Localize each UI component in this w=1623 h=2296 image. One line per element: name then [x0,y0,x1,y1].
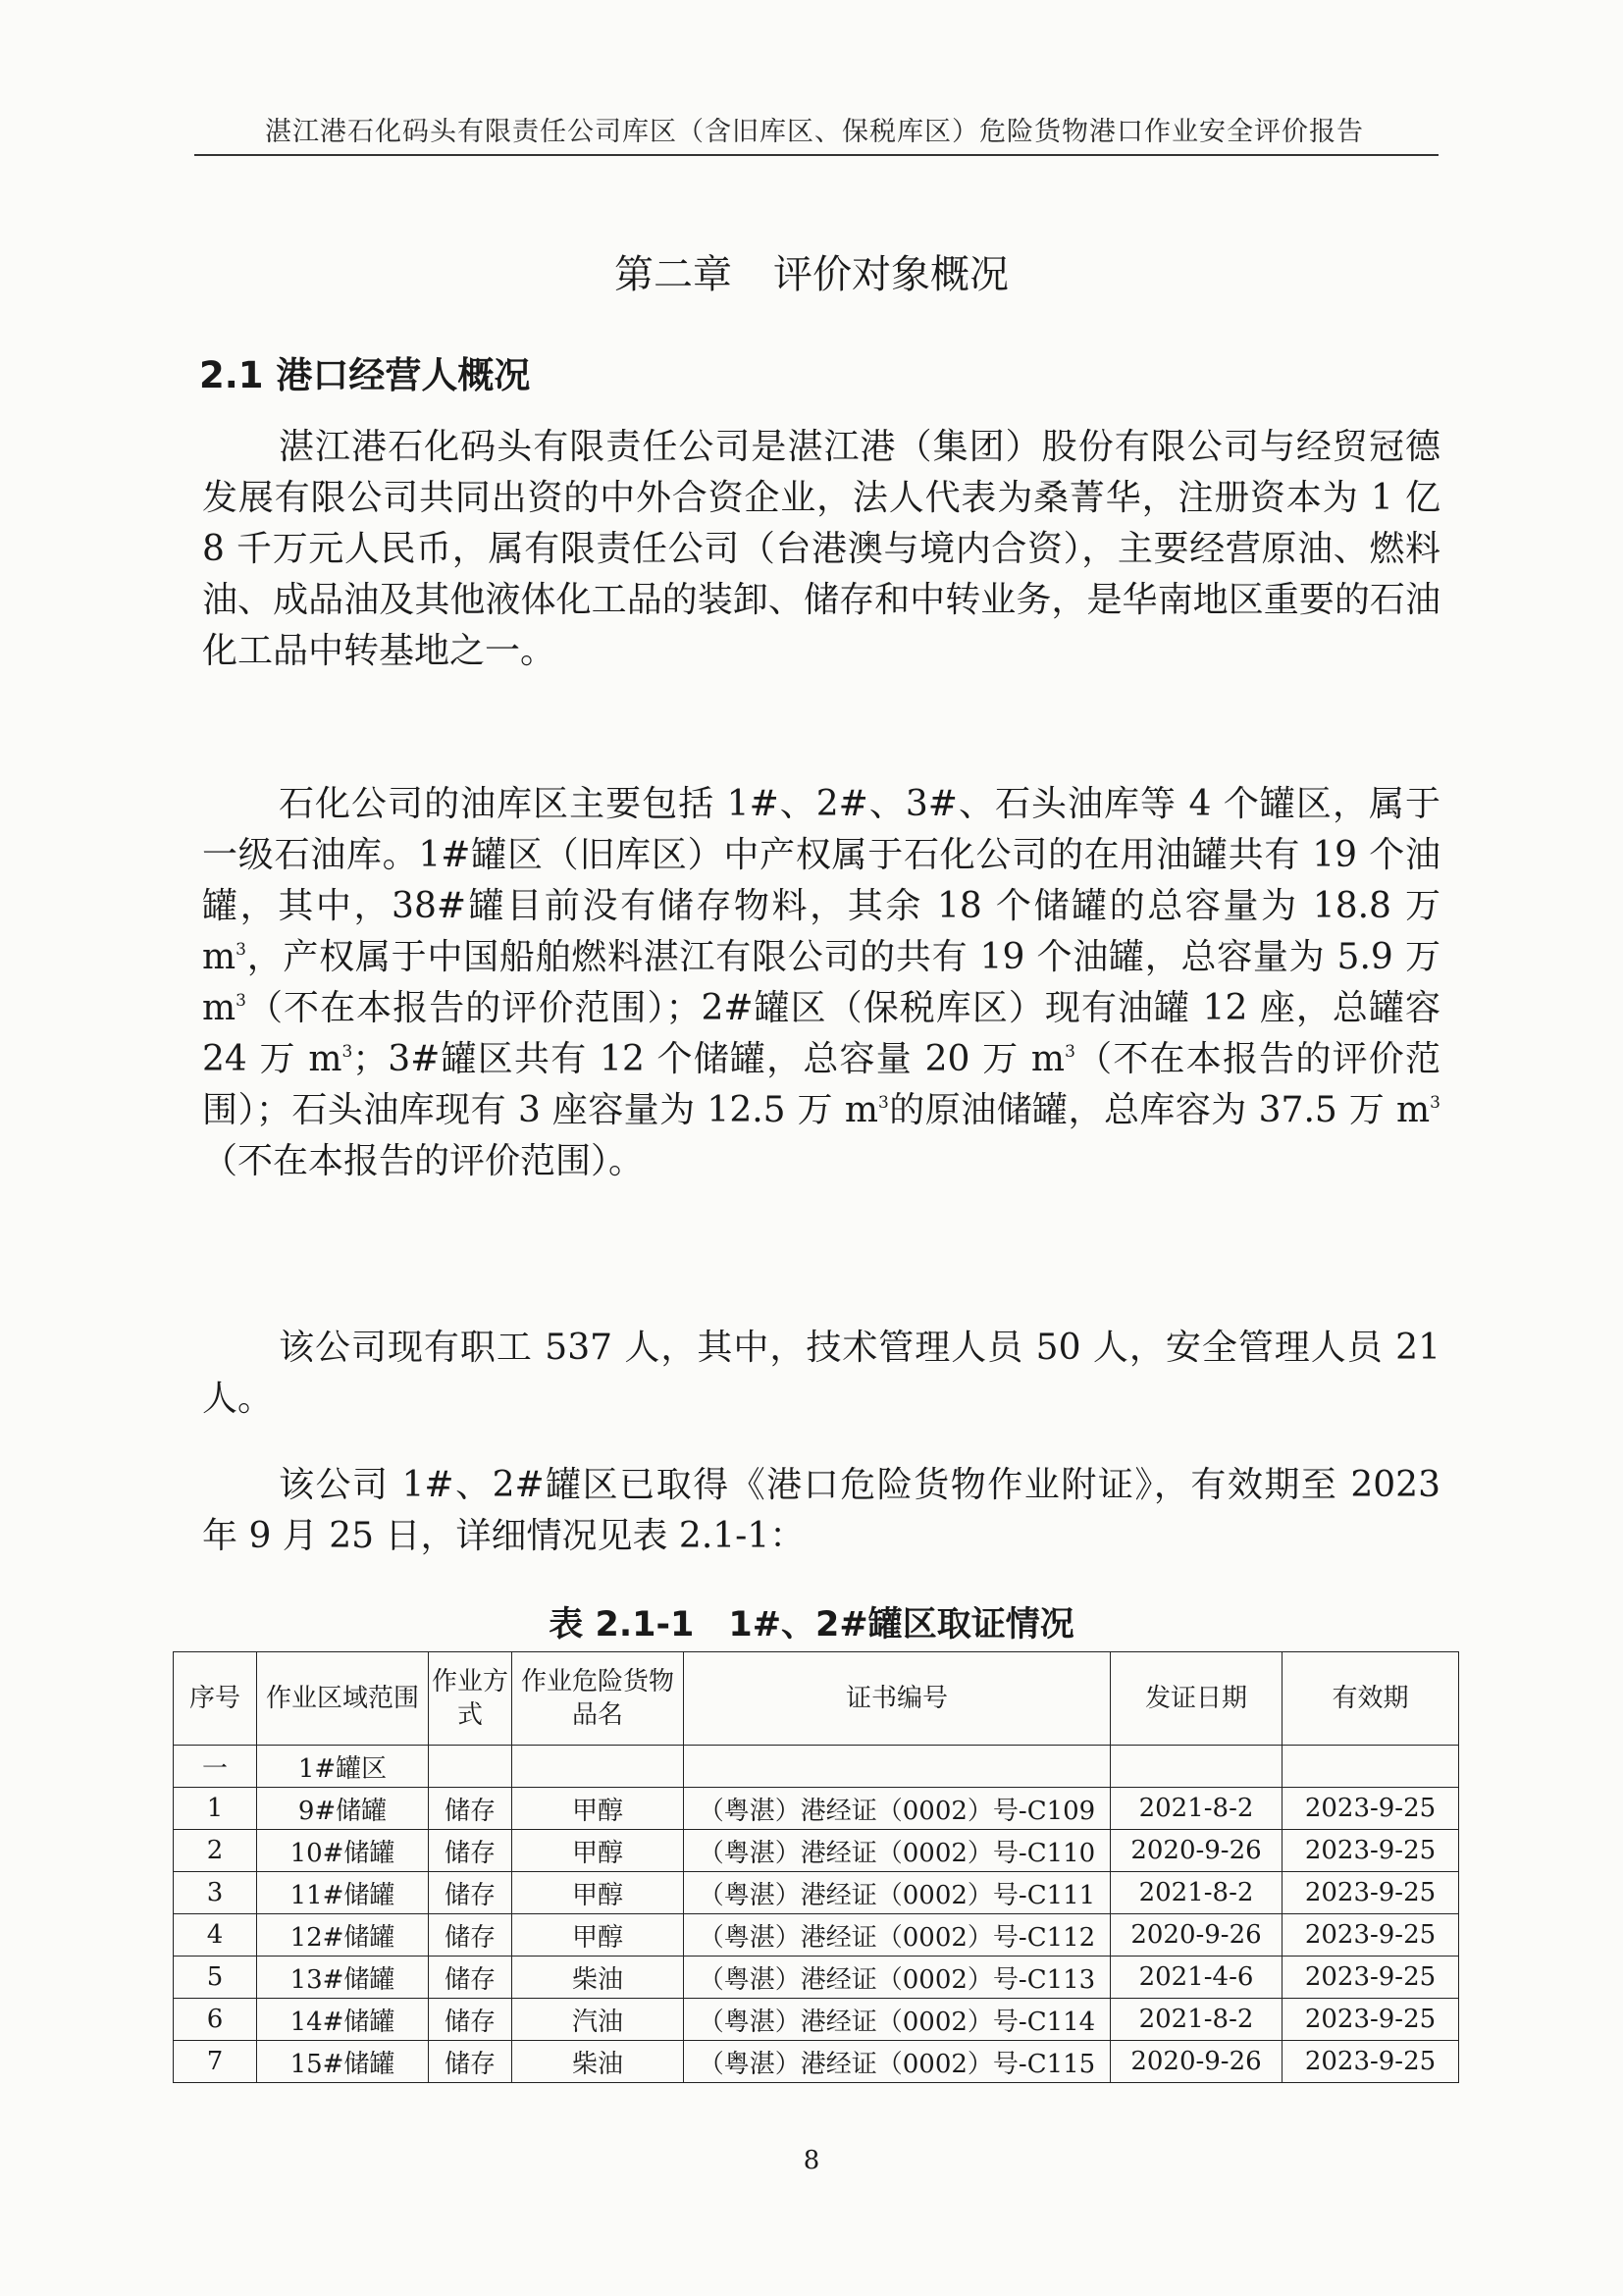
col-header-seq: 序号 [174,1652,257,1746]
cell-area: 15#储罐 [257,2041,429,2083]
cell-cert: （粤湛）港经证（0002）号-C111 [684,1872,1111,1914]
col-header-area: 作业区域范围 [257,1652,429,1746]
cell-goods: 甲醇 [512,1872,684,1914]
cell-valid: 2023-9-25 [1283,2041,1459,2083]
col-header-cert: 证书编号 [684,1652,1111,1746]
cell-area: 11#储罐 [257,1872,429,1914]
cell-seq: 6 [174,1999,257,2041]
cell-seq: 3 [174,1872,257,1914]
cell-valid: 2023-9-25 [1283,1914,1459,1957]
cell-cert [684,1746,1111,1788]
table-caption: 表 2.1-1 1#、2#罐区取证情况 [549,1605,1074,1644]
paragraph-tank-areas: 石化公司的油库区主要包括 1#、2#、3#、石头油库等 4 个罐区，属于一级石油库。1#罐区（旧库区）中产权属于石化公司的在用油罐共有 19 个油罐，其中，38#罐目前没有储存物料，其余 18 个储罐的总容量为 18.8 万 $m^3$，产权属于中国船舶燃料湛江有限公司的共有 19 个油罐，总容量为 5.9 万 $m^3$（不在本报告的评价范围）；2#罐区（保税库区）现有油罐 12 座，总罐容 24 万 $m^3$；3#罐区共有 12 个储罐，总容量 20 万 $m^3$（不在本报告的评价范围）；石头油库现有 3 座容量为 12.5 万 $m^3$的原油储罐，总库容为 37.5 万 $m^3$（不在本报告的评价范围）。 [202,784,1440,1181]
cell-goods: 甲醇 [512,1914,684,1957]
cell-cert: （粤湛）港经证（0002）号-C114 [684,1999,1111,2041]
chapter-number: 第二章 [614,252,732,297]
running-header: 湛江港石化码头有限责任公司库区（含旧库区、保税库区）危险货物港口作业安全评价报告 [265,117,1364,147]
cell-cert: （粤湛）港经证（0002）号-C109 [684,1788,1111,1830]
cell-area: 10#储罐 [257,1830,429,1872]
paragraph-staff: 该公司现有职工 537 人，其中，技术管理人员 50 人，安全管理人员 21 人。 [202,1328,1440,1419]
cell-area: 14#储罐 [257,1999,429,2041]
cell-cert: （粤湛）港经证（0002）号-C112 [684,1914,1111,1957]
cell-issued: 2020-9-26 [1111,2041,1283,2083]
cell-area: 13#储罐 [257,1957,429,1999]
cell-goods: 甲醇 [512,1788,684,1830]
cell-seq: 4 [174,1914,257,1957]
cell-mode: 储存 [429,1830,512,1872]
cell-goods: 汽油 [512,1999,684,2041]
cell-issued: 2021-4-6 [1111,1957,1283,1999]
cell-goods [512,1746,684,1788]
cell-issued: 2021-8-2 [1111,1999,1283,2041]
cell-seq: 1 [174,1788,257,1830]
cell-issued: 2020-9-26 [1111,1914,1283,1957]
cell-seq: 2 [174,1830,257,1872]
cell-valid: 2023-9-25 [1283,1830,1459,1872]
cell-cert: （粤湛）港经证（0002）号-C113 [684,1957,1111,1999]
col-header-valid: 有效期 [1283,1652,1459,1746]
header-rule [194,154,1439,156]
cell-valid [1283,1746,1459,1788]
table-row [174,1788,1459,1830]
cell-goods: 柴油 [512,2041,684,2083]
cell-mode: 储存 [429,1999,512,2041]
table-row [174,1746,1459,1788]
cell-mode: 储存 [429,1872,512,1914]
paragraph-company-intro: 湛江港石化码头有限责任公司是湛江港（集团）股份有限公司与经贸冠德发展有限公司共同出资的中外合资企业，法人代表为桑菁华，注册资本为 1 亿 8 千万元人民币，属有限责任公司（台港澳与境内合资），主要经营原油、燃料油、成品油及其他液体化工品的装卸、储存和中转业务，是华南地区重要的石油化工品中转基地之一。 [202,427,1440,671]
cell-cert: （粤湛）港经证（0002）号-C115 [684,2041,1111,2083]
cell-issued: 2021-8-2 [1111,1788,1283,1830]
cell-mode: 储存 [429,1957,512,1999]
cell-goods: 柴油 [512,1957,684,1999]
table-row [174,1872,1459,1914]
section-heading: 2.1 港口经营人概况 [199,354,531,396]
table-row [174,1914,1459,1957]
cell-mode: 储存 [429,2041,512,2083]
table-row [174,1830,1459,1872]
cell-mode: 储存 [429,1788,512,1830]
col-header-issued: 发证日期 [1111,1652,1283,1746]
cell-area: 12#储罐 [257,1914,429,1957]
cell-cert: （粤湛）港经证（0002）号-C110 [684,1830,1111,1872]
col-header-mode: 作业方式 [429,1652,512,1746]
table-row [174,1957,1459,1999]
table-header-row [174,1652,1459,1746]
certificate-table [173,1651,1459,2083]
chapter-name: 评价对象概况 [773,252,1009,297]
page-number: 8 [803,2146,820,2175]
cell-seq: 一 [174,1746,257,1788]
cell-valid: 2023-9-25 [1283,1957,1459,1999]
cell-issued: 2021-8-2 [1111,1872,1283,1914]
cell-mode [429,1746,512,1788]
cell-seq: 5 [174,1957,257,1999]
cell-seq: 7 [174,2041,257,2083]
table-row [174,1999,1459,2041]
cell-area: 9#储罐 [257,1788,429,1830]
cell-valid: 2023-9-25 [1283,1872,1459,1914]
cell-issued: 2020-9-26 [1111,1830,1283,1872]
cell-issued [1111,1746,1283,1788]
table-row [174,2041,1459,2083]
cell-mode: 储存 [429,1914,512,1957]
paragraph-certificate: 该公司 1#、2#罐区已取得《港口危险货物作业附证》，有效期至 2023 年 9 月 25 日，详细情况见表 2.1-1： [202,1465,1440,1556]
cell-area: 1#罐区 [257,1746,429,1788]
col-header-goods: 作业危险货物品名 [512,1652,684,1746]
cell-valid: 2023-9-25 [1283,1788,1459,1830]
cell-valid: 2023-9-25 [1283,1999,1459,2041]
cell-goods: 甲醇 [512,1830,684,1872]
chapter-title [0,243,1623,299]
